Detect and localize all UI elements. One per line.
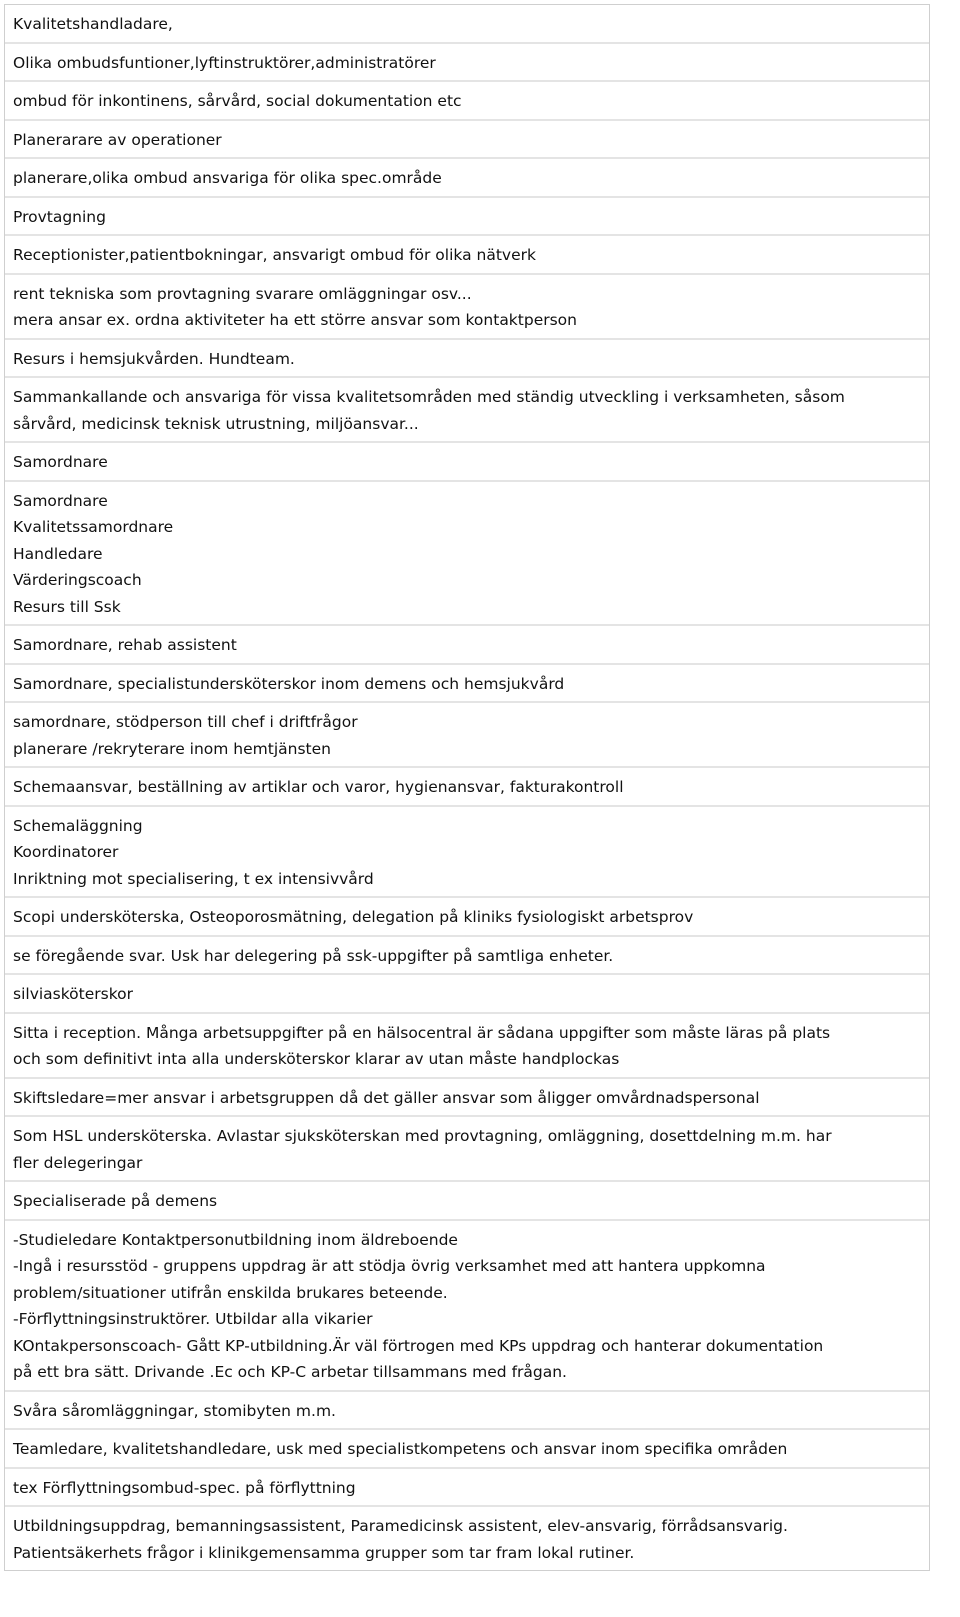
table-row xyxy=(5,1469,929,1508)
row-text: Patientsäkerhets frågor i klinikgemensamma grupper som tar fram lokal rutiner. xyxy=(13,1543,635,1562)
row-text: ombud för inkontinens, sårvård, social dokumentation etc xyxy=(13,92,462,110)
table-row xyxy=(5,5,929,44)
table-row xyxy=(5,159,929,198)
row-text: tex Förflyttningsombud-spec. på förflyttning xyxy=(13,1478,356,1497)
row-text: Resurs till Ssk xyxy=(13,597,121,616)
row-text: Schemaansvar, beställning av artiklar och varor, hygienansvar, fakturakontroll xyxy=(13,778,624,796)
row-text: -Ingå i resursstöd - gruppens uppdrag är att stödja övrig verksamhet med att hantera uppkomna xyxy=(13,1257,766,1275)
table-row xyxy=(5,665,929,704)
row-text: på ett bra sätt. Drivande .Ec och KP-C arbetar tillsammans med frågan. xyxy=(13,1363,567,1381)
row-text: Planerarare av operationer xyxy=(13,130,222,149)
table-row xyxy=(5,44,929,83)
row-text: Som HSL undersköterska. Avlastar sjuksköterskan med provtagning, omläggning, dosettdelning m.m. har xyxy=(13,1127,832,1145)
row-text: -Studieledare Kontaktpersonutbildning inom äldreboende xyxy=(13,1230,458,1249)
row-text: samordnare, stödperson till chef i driftfrågor xyxy=(13,713,358,731)
row-text: fler delegeringar xyxy=(13,1153,143,1172)
row-text: Olika ombudsfuntioner,lyftinstruktörer,administratörer xyxy=(13,53,436,72)
row-text: Sitta i reception. Många arbetsuppgifter på en hälsocentral är sådana uppgifter som måste läras på plats xyxy=(13,1023,831,1042)
table-row xyxy=(5,626,929,665)
row-text: Samordnare, specialistundersköterskor inom demens och hemsjukvård xyxy=(13,674,565,693)
table-row xyxy=(5,937,929,976)
row-text: sårvård, medicinsk teknisk utrustning, miljöansvar... xyxy=(13,414,419,433)
row-text: Samordnare, rehab assistent xyxy=(13,636,237,654)
table-row xyxy=(5,340,929,379)
row-text: Kvalitetssamordnare xyxy=(13,518,174,536)
row-text: och som definitivt inta alla undersköterskor klarar av utan måste handplockas xyxy=(13,1050,620,1068)
table-row xyxy=(5,236,929,275)
row-text: planerare,olika ombud ansvariga för olika spec.område xyxy=(13,169,442,187)
row-text: Inriktning mot specialisering, t ex intensivvård xyxy=(13,869,374,888)
table-row xyxy=(5,275,929,340)
table-row xyxy=(5,1014,929,1079)
table-row xyxy=(5,1117,929,1182)
row-text: Samordnare xyxy=(13,453,108,471)
table-row xyxy=(5,82,929,121)
table-row xyxy=(5,482,929,627)
row-text: Svåra såromläggningar, stomibyten m.m. xyxy=(13,1401,336,1420)
row-text: Värderingscoach xyxy=(13,571,142,589)
row-text: Schemaläggning xyxy=(13,816,143,835)
table-row xyxy=(5,807,929,899)
table-row xyxy=(5,443,929,482)
table-row xyxy=(5,703,929,768)
row-text: Scopi undersköterska, Osteoporosmätning, delegation på kliniks fysiologiskt arbetsprov xyxy=(13,908,694,926)
response-table xyxy=(4,4,930,1571)
row-text: Koordinatorer xyxy=(13,843,119,861)
table-row xyxy=(5,1182,929,1221)
row-text: Teamledare, kvalitetshandledare, usk med specialistkompetens och ansvar inom specifika områden xyxy=(13,1440,788,1458)
row-text: KOntakpersonscoach- Gått KP-utbildning.Är väl förtrogen med KPs uppdrag och hanterar dokumentation xyxy=(13,1336,824,1355)
table-row xyxy=(5,1079,929,1118)
row-text: se föregående svar. Usk har delegering på ssk-uppgifter på samtliga enheter. xyxy=(13,946,614,965)
row-text: silviasköterskor xyxy=(13,985,133,1003)
row-text: Receptionister,patientbokningar, ansvarigt ombud för olika nätverk xyxy=(13,246,536,264)
row-text: rent tekniska som provtagning svarare omläggningar osv... xyxy=(13,284,472,303)
table-row xyxy=(5,378,929,443)
row-text: mera ansar ex. ordna aktiviteter ha ett större ansvar som kontaktperson xyxy=(13,311,577,329)
row-text: planerare /rekryterare inom hemtjänsten xyxy=(13,739,331,758)
row-text: Handledare xyxy=(13,544,103,563)
table-row xyxy=(5,1430,929,1469)
table-row xyxy=(5,1221,929,1392)
row-text: Skiftsledare=mer ansvar i arbetsgruppen då det gäller ansvar som åligger omvårdnadspersonal xyxy=(13,1088,760,1107)
table-row xyxy=(5,198,929,237)
table-row xyxy=(5,768,929,807)
row-text: Provtagning xyxy=(13,207,106,226)
row-text: Resurs i hemsjukvården. Hundteam. xyxy=(13,349,295,368)
table-row xyxy=(5,975,929,1014)
row-text: Specialiserade på demens xyxy=(13,1192,218,1210)
row-text: Utbildningsuppdrag, bemanningsassistent, Paramedicinsk assistent, elev-ansvarig, förrådsansvarig. xyxy=(13,1517,788,1535)
row-text: Kvalitetshandladare, xyxy=(13,15,173,33)
table-row xyxy=(5,898,929,937)
row-text: Sammankallande och ansvariga för vissa kvalitetsområden med ständig utveckling i verksamheten, såsom xyxy=(13,388,845,406)
row-text: -Förflyttningsinstruktörer. Utbildar alla vikarier xyxy=(13,1310,373,1328)
row-text: Samordnare xyxy=(13,491,108,510)
table-row xyxy=(5,1507,929,1570)
table-row xyxy=(5,1392,929,1431)
table-row xyxy=(5,121,929,160)
row-text: problem/situationer utifrån enskilda brukares beteende. xyxy=(13,1283,448,1302)
